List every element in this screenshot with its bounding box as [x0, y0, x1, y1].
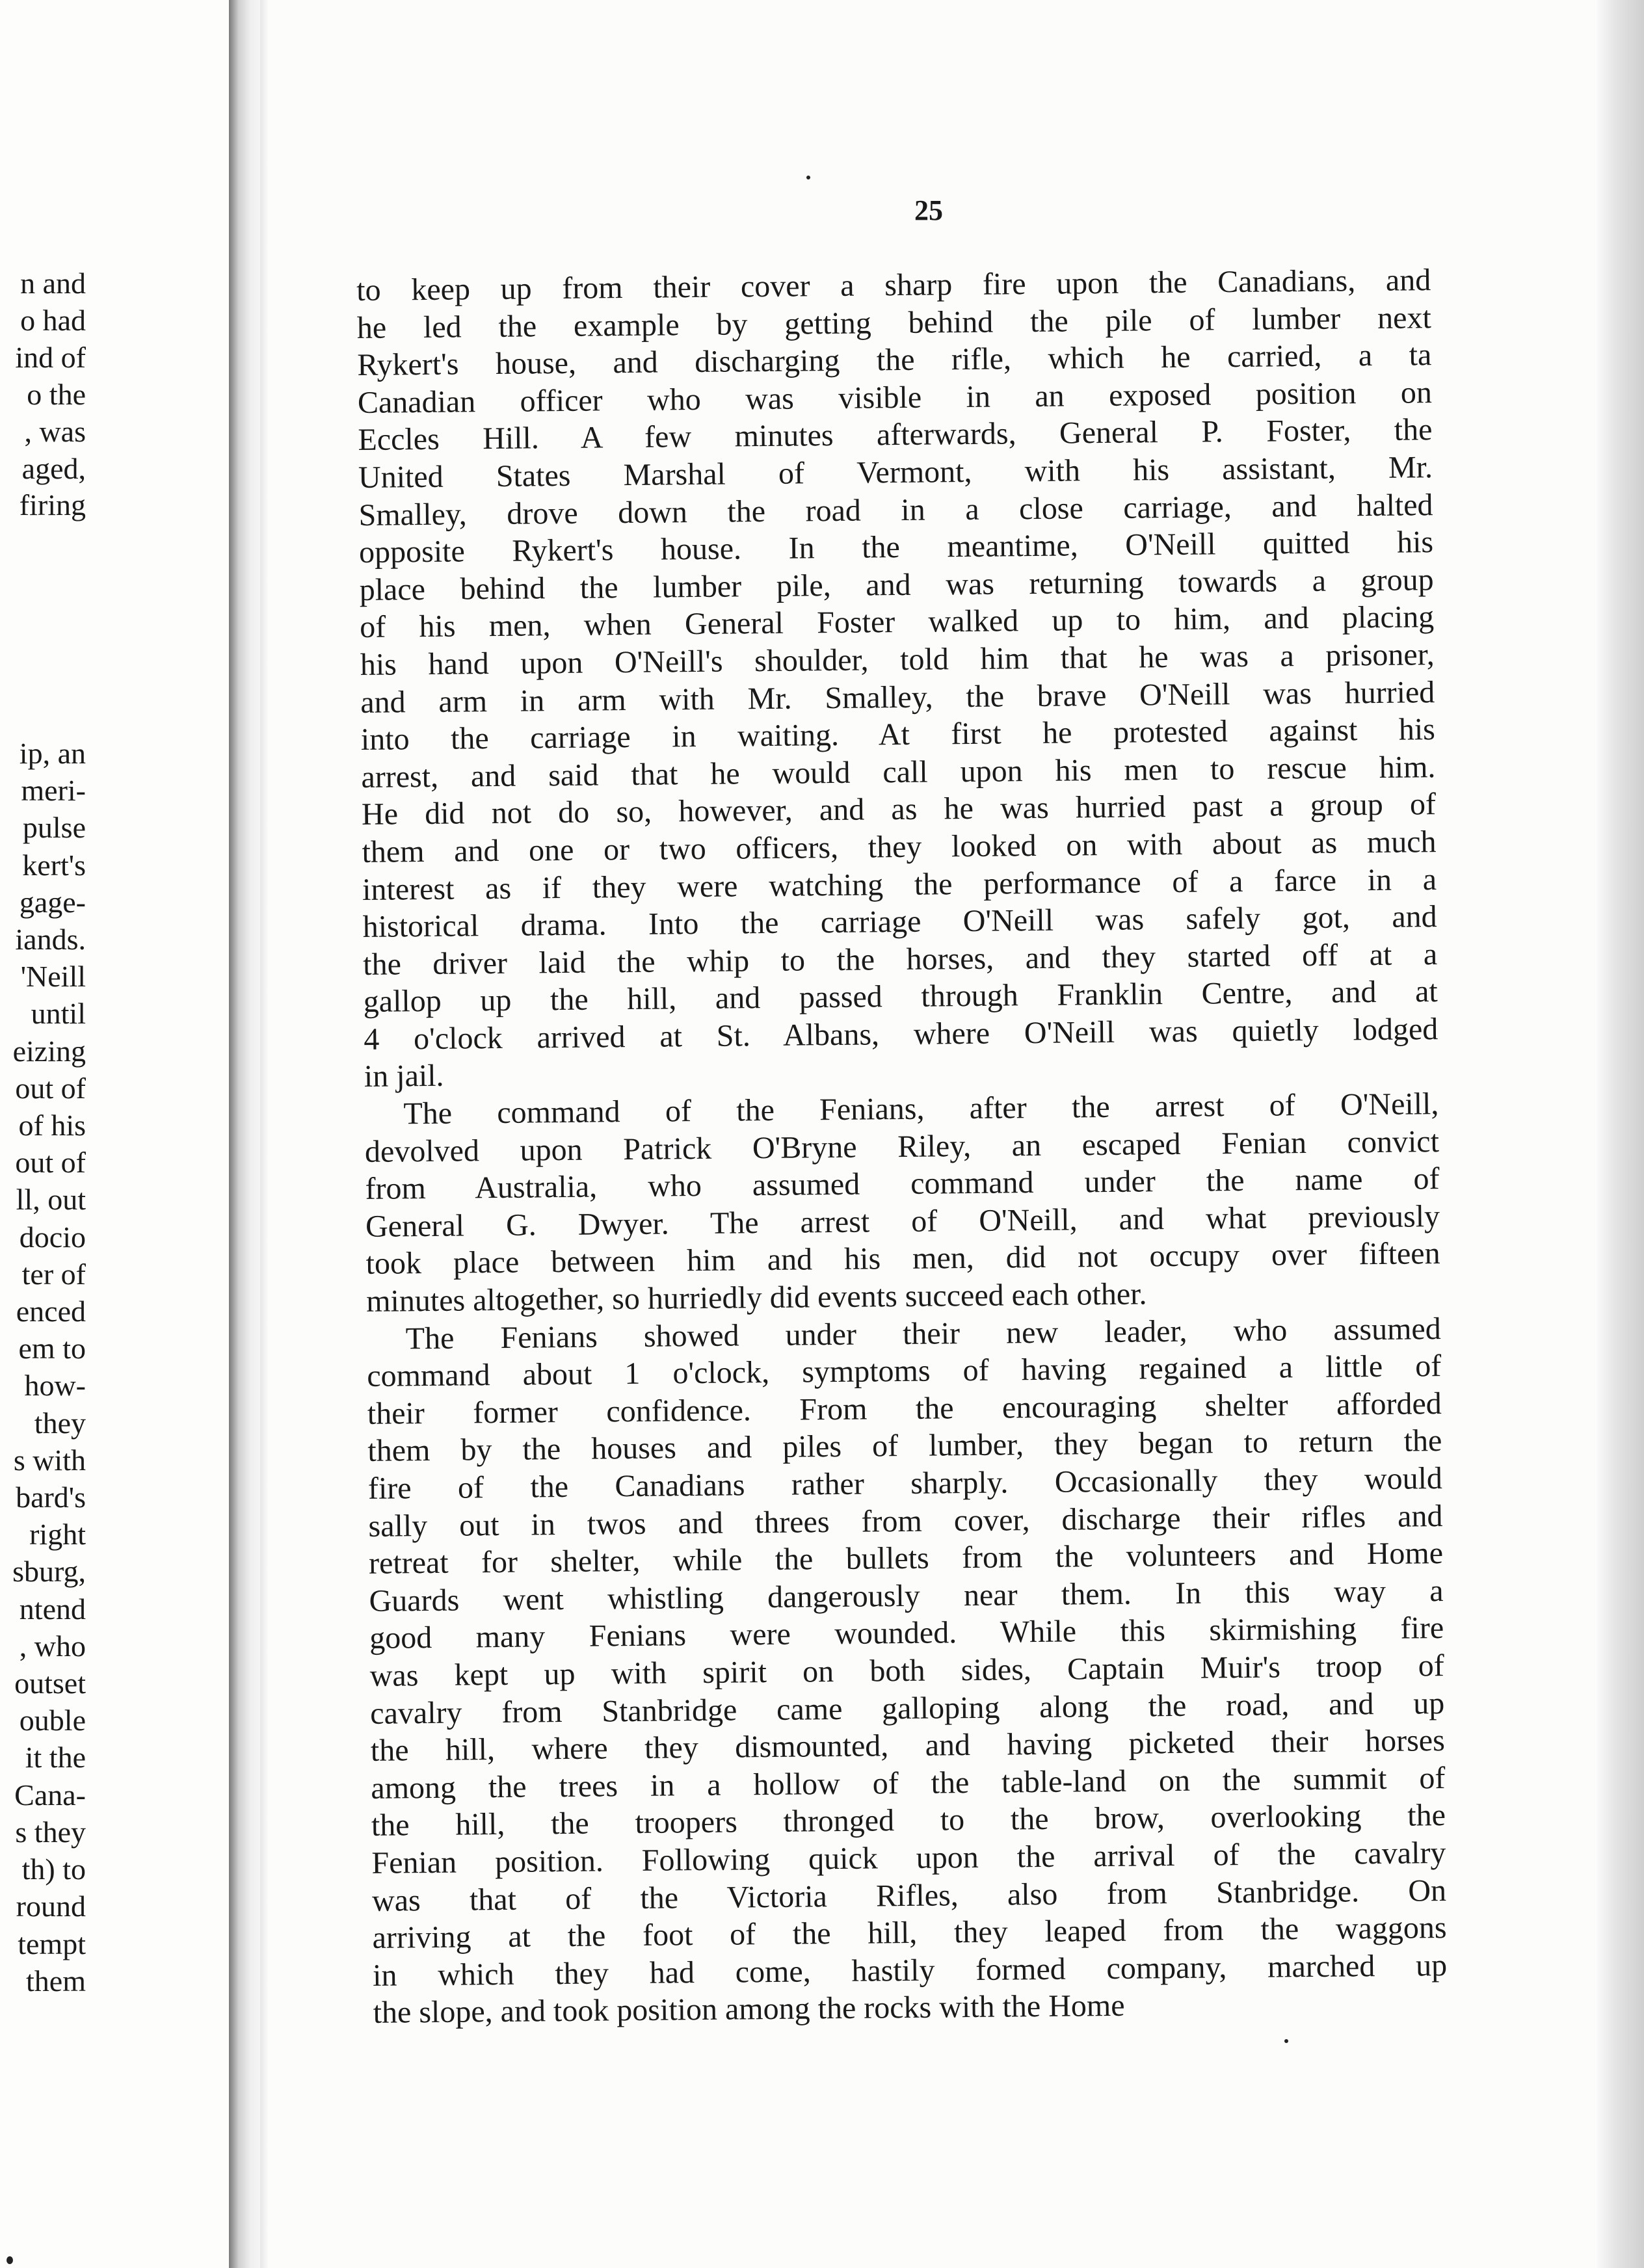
facing-page-line: meri-	[21, 774, 86, 808]
facing-page-line: they	[34, 1406, 86, 1440]
print-speck	[806, 176, 810, 179]
print-speck	[1284, 2039, 1288, 2043]
text-line: Fenian position. Following quick upon the arrival of the cavalry	[371, 1835, 1446, 1880]
facing-page-line: kert's	[22, 848, 86, 882]
page-edge	[1597, 0, 1644, 2268]
text-line: interest as if they were watching the performance of a farce in a	[362, 862, 1437, 907]
facing-page-text-top	[0, 265, 86, 524]
text-line: Rykert's house, and discharging the rifle, which he carried, a ta	[357, 337, 1432, 383]
facing-page-line: aged,	[21, 451, 86, 485]
facing-page-line: firing	[19, 488, 86, 522]
facing-page-line: round	[16, 1890, 86, 1923]
text-line: He did not do so, however, and as he was hurried past a group of	[361, 787, 1437, 832]
text-line: arrest, and said that he would call upon his men to rescue him.	[361, 749, 1436, 795]
text-line: historical drama. Into the carriage O'Neill was safely got, and	[362, 899, 1437, 945]
facing-page-line: s with	[13, 1443, 86, 1477]
facing-page-line: them	[26, 1964, 86, 1998]
paragraph	[356, 261, 1438, 1096]
text-line: minutes altogether, so hurriedly did events succeed each other.	[365, 1276, 1147, 1319]
facing-page-line: ll, out	[16, 1183, 86, 1217]
text-line: was that of the Victoria Rifles, also from Stanbridge. On	[371, 1873, 1447, 1918]
facing-page-line: until	[31, 997, 86, 1031]
facing-page-line: tempt	[18, 1927, 86, 1960]
facing-page-line: iands.	[15, 923, 86, 956]
facing-page-line: th) to	[21, 1853, 86, 1886]
facing-page-line: pulse	[22, 811, 86, 845]
text-line: cavalry from Stanbridge came galloping along the road, and up	[370, 1685, 1445, 1731]
text-line: from Australia, who assumed command under the name of	[365, 1161, 1440, 1207]
facing-page-line: em to	[18, 1332, 86, 1365]
text-line: Canadian officer who was visible in an exposed position on	[357, 375, 1433, 420]
facing-page-line: right	[29, 1518, 86, 1551]
text-line: fire of the Canadians rather sharply. Occasionally they would	[367, 1461, 1443, 1506]
facing-page-line: o had	[20, 303, 86, 337]
text-line: and arm in arm with Mr. Smalley, the brave O'Neill was hurried	[360, 674, 1435, 720]
text-line: retreat for shelter, while the bullets from the volunteers and Home	[368, 1536, 1444, 1581]
print-speck	[7, 2256, 13, 2264]
text-line: of his men, when General Foster walked up to him, and placing	[359, 600, 1435, 645]
text-line: the driver laid the whip to the horses, and they started off at a	[362, 936, 1438, 982]
facing-page-line: ip, an	[19, 737, 86, 770]
facing-page-line: , was	[24, 414, 86, 448]
facing-page-line: eizing	[12, 1034, 86, 1068]
facing-page-line: ind of	[15, 340, 86, 374]
text-line: the hill, where they dismounted, and having picketed their horses	[370, 1723, 1446, 1769]
text-line: place behind the lumber pile, and was returning towards a group	[359, 562, 1434, 607]
text-line: command about 1 o'clock, symptoms of having regained a little of	[367, 1349, 1442, 1394]
text-line: in jail.	[364, 1059, 444, 1094]
text-line: Eccles Hill. A few minutes afterwards, General P. Foster, the	[358, 412, 1433, 458]
facing-page-line: Cana-	[14, 1778, 86, 1812]
facing-page-line: , who	[19, 1629, 86, 1663]
text-line: among the trees in a hollow of the table-land on the summit of	[371, 1760, 1446, 1806]
gutter-shadow	[260, 0, 268, 2268]
facing-page-line: enced	[16, 1295, 86, 1328]
text-line: The Fenians showed under their new leader, who assumed	[405, 1311, 1441, 1356]
facing-page-line: ntend	[19, 1592, 86, 1626]
facing-page-line: o the	[27, 377, 86, 411]
page-body-text	[356, 261, 1448, 2032]
text-line: their former confidence. From the encouraging shelter afforded	[367, 1386, 1442, 1431]
text-line: to keep up from their cover a sharp fire upon the Canadians, and	[356, 263, 1431, 308]
text-line: devolved upon Patrick O'Bryne Riley, an escaped Fenian convict	[364, 1124, 1440, 1169]
text-line: was kept up with spirit on both sides, Captain Muir's troop of	[369, 1648, 1444, 1693]
text-line: arriving at the foot of the hill, they leaped from the waggons	[372, 1910, 1447, 1956]
facing-page-line: gage-	[19, 885, 86, 919]
facing-page-line: docio	[19, 1220, 86, 1254]
facing-page-line: s they	[15, 1815, 86, 1849]
page-number: 25	[914, 194, 943, 226]
facing-page-line: ter of	[21, 1257, 86, 1291]
text-line: General G. Dwyer. The arrest of O'Neill, and what previously	[365, 1198, 1440, 1244]
text-line: sally out in twos and threes from cover, discharge their rifles and	[368, 1498, 1443, 1544]
facing-page-line: how-	[24, 1369, 86, 1403]
facing-page-line: bard's	[16, 1481, 86, 1514]
facing-page-line: out of	[15, 1071, 86, 1105]
text-line: he led the example by getting behind the pile of lumber next	[356, 300, 1432, 345]
text-line: his hand upon O'Neill's shoulder, told him that he was a prisoner,	[360, 637, 1435, 682]
text-line: gallop up the hill, and passed through Franklin Centre, and at	[363, 974, 1438, 1020]
facing-page-line: of his	[18, 1109, 86, 1142]
facing-page-line: outset	[14, 1667, 86, 1700]
text-line: Smalley, drove down the road in a close carriage, and halted	[358, 487, 1433, 533]
text-line: them by the houses and piles of lumber, they began to return the	[367, 1423, 1442, 1469]
text-line: the slope, and took position among the rocks with the Home	[373, 1988, 1125, 2031]
text-line: good many Fenians were wounded. While this skirmishing fire	[369, 1611, 1444, 1656]
text-line: them and one or two officers, they looked on with about as much	[362, 824, 1437, 869]
facing-page-line: ouble	[19, 1704, 86, 1737]
facing-page-line: sburg,	[12, 1555, 86, 1589]
facing-page-text-bottom	[0, 735, 86, 1999]
text-line: United States Marshal of Vermont, with his assistant, Mr.	[358, 450, 1433, 495]
text-line: the hill, the troopers thronged to the brow, overlooking the	[371, 1798, 1446, 1843]
facing-page-line: 'Neill	[20, 960, 86, 994]
text-line: 4 o'clock arrived at St. Albans, where O'Neill was quietly lodged	[364, 1011, 1438, 1057]
facing-page-fragment	[0, 0, 229, 2268]
facing-page-line: out of	[15, 1146, 86, 1180]
facing-page-line: n and	[20, 267, 86, 300]
text-line: Guards went whistling dangerously near them. In this way a	[369, 1573, 1444, 1618]
text-line: opposite Rykert's house. In the meantime, O'Neill quitted his	[358, 525, 1434, 570]
text-line: The command of the Fenians, after the arrest of O'Neill,	[403, 1087, 1439, 1131]
facing-page-line: it the	[25, 1741, 86, 1774]
paragraph	[364, 1085, 1440, 1320]
text-line: took place between him and his men, did not occupy over fifteen	[365, 1236, 1440, 1282]
text-line: into the carriage in waiting. At first he protested against his	[360, 712, 1436, 758]
text-line: in which they had come, hastily formed company, marched up	[372, 1947, 1448, 1993]
paragraph	[366, 1310, 1447, 2032]
